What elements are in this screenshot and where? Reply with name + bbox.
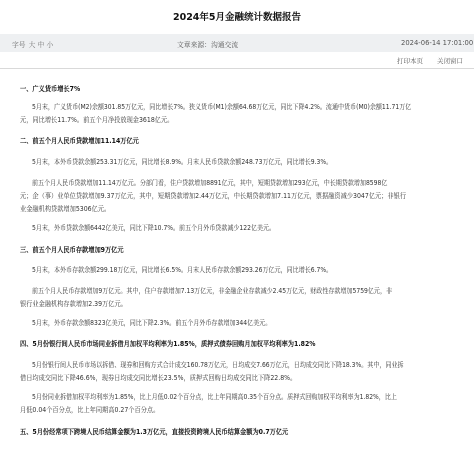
- section-heading: 四、5月份银行间人民币市场同业拆借月加权平均利率为1.85%，质押式债券回购月加权平均利率为1.82%: [20, 340, 316, 348]
- article-source: 文章来源：沟通交流: [177, 41, 239, 49]
- paragraph-line: 元；企（事）业单位贷款增加9.37万亿元，其中，短期贷款增加2.44万亿元，中长期贷款增加7.11万亿元，票据融资减少3047亿元；非银行: [20, 192, 407, 200]
- font-size-options[interactable]: 大 中 小: [28, 41, 54, 49]
- paragraph-line: 前五个月人民币贷款增加11.14万亿元。分部门看，住户贷款增加8891亿元，其中，短期贷款增加293亿元，中长期贷款增加8598亿: [32, 179, 388, 187]
- print-page-link[interactable]: 打印本页: [397, 57, 423, 65]
- section-heading: 五、5月份经常项下跨境人民币结算金额为1.3万亿元，直接投资跨境人民币结算金额为0.7万亿元: [20, 428, 289, 436]
- paragraph-line: 元，同比增长11.7%。前五个月净投放现金3618亿元。: [20, 116, 174, 124]
- section-heading: 三、前五个月人民币存款增加9万亿元: [20, 246, 124, 254]
- paragraph-line: 5月份同业拆借加权平均利率为1.85%，比上月低0.02个百分点，比上年同期高0.35个百分点。质押式回购加权平均利率为1.82%，比上: [32, 393, 397, 401]
- section-heading: 一、广义货币增长7%: [20, 85, 81, 93]
- close-window-link[interactable]: 关闭窗口: [437, 57, 463, 65]
- paragraph-line: 月低0.04个百分点，比上年同期高0.27个百分点。: [20, 406, 160, 414]
- paragraph-line: 5月末，本外币贷款余额253.31万亿元，同比增长8.9%。月末人民币贷款余额248.73万亿元，同比增长9.3%。: [32, 158, 333, 166]
- paragraph-line: 5月末，外币贷款余额6442亿美元，同比下降10.7%。前五个月外币贷款减少122亿美元。: [32, 224, 276, 232]
- font-size-control: [12, 39, 53, 49]
- document-title: 2024年5月金融统计数据报告: [172, 12, 302, 23]
- paragraph-line: 5月末，本外币存款余额299.18万亿元，同比增长6.5%。月末人民币存款余额293.26万亿元，同比增长6.7%。: [32, 266, 333, 274]
- meta-bar: [0, 34, 474, 52]
- paragraph-line: 借日均成交同比下降46.6%，现券日均成交同比增长23.5%，质押式回购日均成交同比下降22.8%。: [20, 374, 297, 382]
- paragraph-line: 5月份银行间人民币市场以拆借、现券和回购方式合计成交160.78万亿元，日均成交7.66万亿元，日均成交同比下降18.3%。其中，同业拆: [32, 361, 404, 369]
- paragraph-line: 银行业金融机构存款增加2.39万亿元。: [20, 300, 127, 308]
- publish-date: 2024-06-14 17:01:00: [401, 39, 474, 47]
- section-heading: 二、前五个月人民币贷款增加11.14万亿元: [20, 137, 139, 145]
- paragraph-line: 5月末，广义货币(M2)余额301.85万亿元，同比增长7%。狭义货币(M1)余额64.68万亿元，同比下降4.2%。流通中货币(M0)余额11.71万亿: [32, 103, 412, 111]
- divider: [0, 68, 474, 69]
- paragraph-line: 前五个月人民币存款增加9万亿元。其中，住户存款增加7.13万亿元，非金融企业存款减少2.45万亿元，财政性存款增加5759亿元，非: [32, 287, 393, 295]
- font-size-label: 字号: [12, 41, 26, 49]
- paragraph-line: 5月末，外币存款余额8323亿美元，同比下降2.3%。前五个月外币存款增加344亿美元。: [32, 319, 272, 327]
- paragraph-line: 业金融机构贷款增加5306亿元。: [20, 205, 111, 213]
